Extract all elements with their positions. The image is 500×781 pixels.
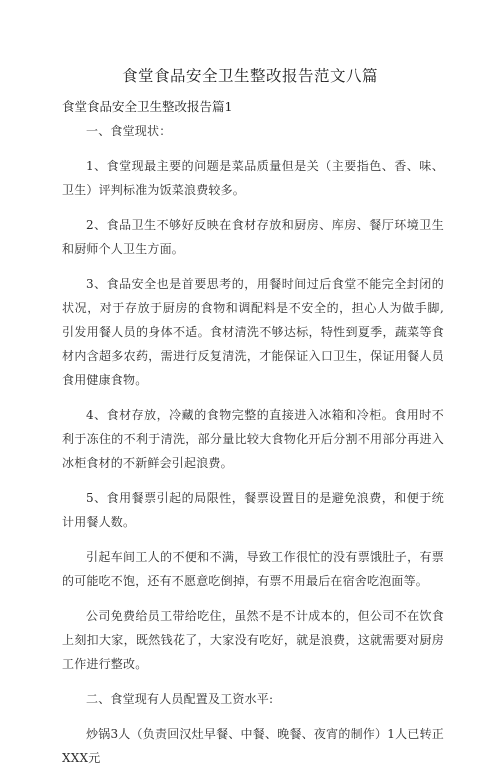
paragraph: 5、食用餐票引起的局限性，餐票设置目的是避免浪费，和便于统计用餐人数。 <box>62 491 444 529</box>
document-body <box>62 119 444 781</box>
section-heading: 一、食堂现状： <box>86 124 172 138</box>
paragraph: 引起车间工人的不便和不满，导致工作很忙的没有票饿肚子，有票的可能吃不饱，还有不愿意吃倒掉，有票不用最后在宿舍吃泡面等。 <box>62 550 444 588</box>
document-title: 食堂食品安全卫生整改报告范文八篇 <box>121 67 378 85</box>
paragraph: 炒锅3人（负责回汉灶早餐、中餐、晚餐、夜宵的制作）1人已转正XXX元 <box>62 727 444 765</box>
paragraph: 1、食堂现最主要的问题是菜品质量但是关（主要指色、香、味、卫生）评判标准为饭菜浪费较多。 <box>62 159 444 197</box>
paragraph: 3、食品安全也是首要思考的，用餐时间过后食堂不能完全封闭的状况，对于存放于厨房的食物和调配料是不安全的，担心人为做手脚,引发用餐人员的身体不适。食材清洗不够达标，特性到夏季，蔬菜等食材内含超多农药，需进行反复清洗，才能保证入口卫生，保证用餐人员食用健康食物。 <box>62 277 444 387</box>
paragraph: 2、食品卫生不够好反映在食材存放和厨房、库房、餐厅环境卫生和厨师个人卫生方面。 <box>62 218 444 256</box>
paragraph: 4、食材存放，冷藏的食物完整的直接进入冰箱和冷柜。食用时不利于冻住的不利于清洗，部分量比较大食物化开后分割不用部分再进入冰柜食材的不新鲜会引起浪费。 <box>62 408 444 470</box>
document-subtitle: 食堂食品安全卫生整改报告篇1 <box>62 99 233 114</box>
section-heading: 二、食堂现有人员配置及工资水平: <box>86 692 274 706</box>
paragraph: 公司免费给员工带给吃住，虽然不是不计成本的，但公司不在饮食上刻扣大家，既然钱花了，大家没有吃好，就是浪费，这就需要对厨房工作进行整改。 <box>62 609 444 671</box>
